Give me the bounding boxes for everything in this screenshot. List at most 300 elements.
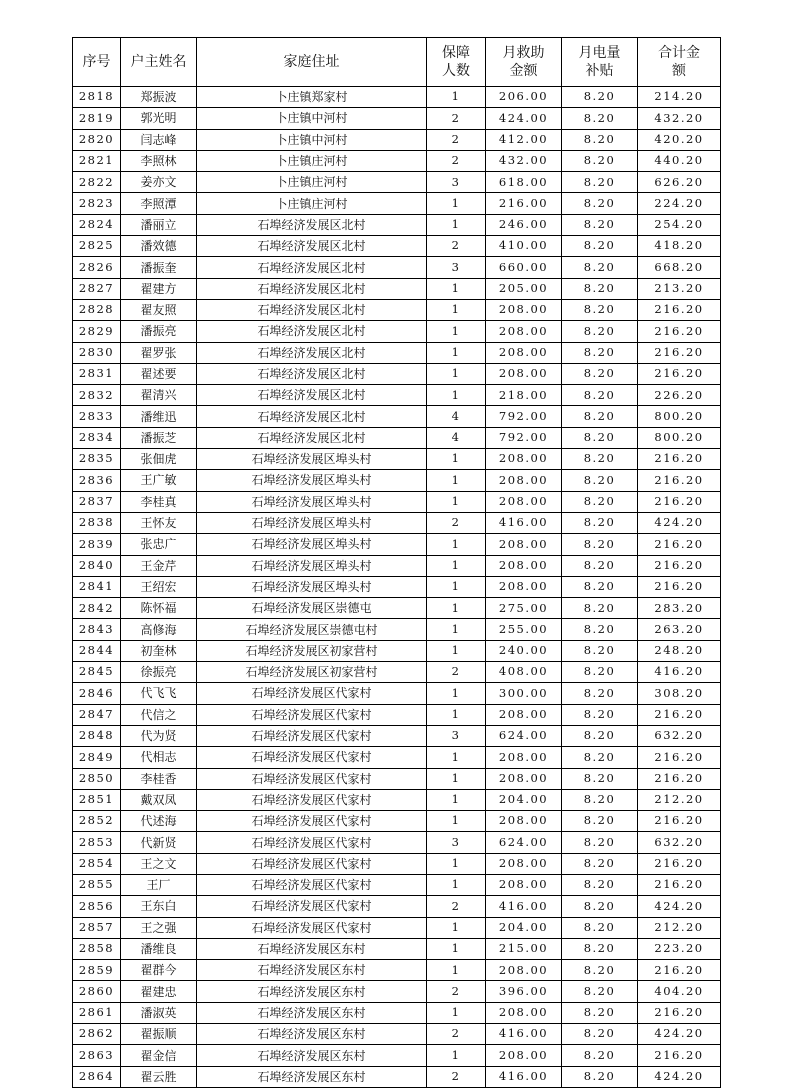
table-row xyxy=(73,236,721,257)
address-cell: 石埠经济发展区崇德屯村 xyxy=(197,619,427,640)
address-cell: 石埠经济发展区埠头村 xyxy=(197,512,427,533)
address-cell: 石埠经济发展区埠头村 xyxy=(197,491,427,512)
subsidy-cell: 8.20 xyxy=(562,385,638,406)
name-cell: 郭光明 xyxy=(121,108,197,129)
address-cell: 石埠经济发展区东村 xyxy=(197,1002,427,1023)
table-row xyxy=(73,704,721,725)
persons-cell: 1 xyxy=(427,278,486,299)
address-cell: 卜庄镇中河村 xyxy=(197,108,427,129)
total-cell: 214.20 xyxy=(638,87,721,108)
name-cell: 翟建方 xyxy=(121,278,197,299)
relief-cell: 660.00 xyxy=(486,257,562,278)
persons-cell: 3 xyxy=(427,257,486,278)
subsidy-cell: 8.20 xyxy=(562,853,638,874)
table-row xyxy=(73,342,721,363)
table-row xyxy=(73,811,721,832)
subsidy-cell: 8.20 xyxy=(562,960,638,981)
persons-cell: 1 xyxy=(427,491,486,512)
header-total-amount: 合计金额 xyxy=(638,38,721,87)
total-cell: 216.20 xyxy=(638,342,721,363)
total-cell: 424.20 xyxy=(638,512,721,533)
name-cell: 代新贤 xyxy=(121,832,197,853)
address-cell: 石埠经济发展区北村 xyxy=(197,214,427,235)
persons-cell: 3 xyxy=(427,832,486,853)
serial-cell: 2826 xyxy=(73,257,121,278)
persons-cell: 3 xyxy=(427,172,486,193)
total-cell: 420.20 xyxy=(638,129,721,150)
table-row xyxy=(73,896,721,917)
subsidy-cell: 8.20 xyxy=(562,321,638,342)
name-cell: 王东白 xyxy=(121,896,197,917)
persons-cell: 4 xyxy=(427,406,486,427)
subsidy-cell: 8.20 xyxy=(562,576,638,597)
persons-cell: 1 xyxy=(427,789,486,810)
serial-cell: 2856 xyxy=(73,896,121,917)
name-cell: 翟清兴 xyxy=(121,385,197,406)
relief-cell: 424.00 xyxy=(486,108,562,129)
address-cell: 石埠经济发展区埠头村 xyxy=(197,470,427,491)
relief-cell: 240.00 xyxy=(486,640,562,661)
persons-cell: 2 xyxy=(427,512,486,533)
subsidy-cell: 8.20 xyxy=(562,555,638,576)
total-cell: 308.20 xyxy=(638,683,721,704)
persons-cell: 2 xyxy=(427,981,486,1002)
name-cell: 潘振芝 xyxy=(121,427,197,448)
relief-cell: 208.00 xyxy=(486,853,562,874)
header-householder-name: 户主姓名 xyxy=(121,38,197,87)
address-cell: 石埠经济发展区埠头村 xyxy=(197,534,427,555)
table-row xyxy=(73,874,721,895)
persons-cell: 1 xyxy=(427,321,486,342)
address-cell: 石埠经济发展区代家村 xyxy=(197,704,427,725)
persons-cell: 1 xyxy=(427,938,486,959)
name-cell: 代为贤 xyxy=(121,725,197,746)
relief-cell: 216.00 xyxy=(486,193,562,214)
total-cell: 212.20 xyxy=(638,917,721,938)
table-row xyxy=(73,853,721,874)
total-cell: 216.20 xyxy=(638,768,721,789)
name-cell: 翟述要 xyxy=(121,363,197,384)
subsidy-cell: 8.20 xyxy=(562,257,638,278)
total-cell: 216.20 xyxy=(638,853,721,874)
subsidy-cell: 8.20 xyxy=(562,640,638,661)
table-row xyxy=(73,576,721,597)
serial-cell: 2858 xyxy=(73,938,121,959)
table-row xyxy=(73,1002,721,1023)
serial-cell: 2846 xyxy=(73,683,121,704)
total-cell: 216.20 xyxy=(638,449,721,470)
table-row xyxy=(73,129,721,150)
persons-cell: 1 xyxy=(427,704,486,725)
persons-cell: 1 xyxy=(427,534,486,555)
subsidy-cell: 8.20 xyxy=(562,832,638,853)
subsidy-cell: 8.20 xyxy=(562,342,638,363)
relief-cell: 218.00 xyxy=(486,385,562,406)
serial-cell: 2863 xyxy=(73,1045,121,1066)
relief-cell: 208.00 xyxy=(486,491,562,512)
persons-cell: 2 xyxy=(427,129,486,150)
total-cell: 440.20 xyxy=(638,150,721,171)
relief-cell: 208.00 xyxy=(486,811,562,832)
persons-cell: 1 xyxy=(427,449,486,470)
serial-cell: 2850 xyxy=(73,768,121,789)
subsidy-cell: 8.20 xyxy=(562,662,638,683)
serial-cell: 2843 xyxy=(73,619,121,640)
persons-cell: 1 xyxy=(427,214,486,235)
total-cell: 216.20 xyxy=(638,960,721,981)
address-cell: 石埠经济发展区东村 xyxy=(197,960,427,981)
subsidy-cell: 8.20 xyxy=(562,236,638,257)
persons-cell: 1 xyxy=(427,555,486,576)
table-row xyxy=(73,299,721,320)
relief-cell: 255.00 xyxy=(486,619,562,640)
total-cell: 424.20 xyxy=(638,896,721,917)
relief-cell: 416.00 xyxy=(486,1066,562,1087)
serial-cell: 2840 xyxy=(73,555,121,576)
relief-cell: 208.00 xyxy=(486,534,562,555)
relief-cell: 208.00 xyxy=(486,1045,562,1066)
persons-cell: 1 xyxy=(427,747,486,768)
relief-cell: 792.00 xyxy=(486,406,562,427)
total-cell: 800.20 xyxy=(638,406,721,427)
persons-cell: 1 xyxy=(427,619,486,640)
name-cell: 翟振顺 xyxy=(121,1024,197,1045)
relief-cell: 206.00 xyxy=(486,87,562,108)
name-cell: 王怀友 xyxy=(121,512,197,533)
table-row xyxy=(73,172,721,193)
persons-cell: 2 xyxy=(427,1066,486,1087)
serial-cell: 2851 xyxy=(73,789,121,810)
serial-cell: 2848 xyxy=(73,725,121,746)
subsidy-cell: 8.20 xyxy=(562,981,638,1002)
name-cell: 翟友照 xyxy=(121,299,197,320)
table-row xyxy=(73,491,721,512)
total-cell: 216.20 xyxy=(638,363,721,384)
name-cell: 代述海 xyxy=(121,811,197,832)
persons-cell: 1 xyxy=(427,640,486,661)
relief-cell: 300.00 xyxy=(486,683,562,704)
relief-cell: 208.00 xyxy=(486,321,562,342)
serial-cell: 2821 xyxy=(73,150,121,171)
address-cell: 卜庄镇郑家村 xyxy=(197,87,427,108)
subsidy-cell: 8.20 xyxy=(562,917,638,938)
header-serial: 序号 xyxy=(73,38,121,87)
total-cell: 424.20 xyxy=(638,1066,721,1087)
name-cell: 翟罗张 xyxy=(121,342,197,363)
name-cell: 张忠广 xyxy=(121,534,197,555)
name-cell: 翟云胜 xyxy=(121,1066,197,1087)
relief-cell: 416.00 xyxy=(486,512,562,533)
serial-cell: 2862 xyxy=(73,1024,121,1045)
serial-cell: 2820 xyxy=(73,129,121,150)
serial-cell: 2836 xyxy=(73,470,121,491)
total-cell: 404.20 xyxy=(638,981,721,1002)
persons-cell: 2 xyxy=(427,662,486,683)
serial-cell: 2860 xyxy=(73,981,121,1002)
address-cell: 石埠经济发展区代家村 xyxy=(197,874,427,895)
total-cell: 226.20 xyxy=(638,385,721,406)
table-row xyxy=(73,619,721,640)
relief-cell: 410.00 xyxy=(486,236,562,257)
persons-cell: 1 xyxy=(427,1002,486,1023)
serial-cell: 2855 xyxy=(73,874,121,895)
serial-cell: 2832 xyxy=(73,385,121,406)
persons-cell: 1 xyxy=(427,917,486,938)
serial-cell: 2835 xyxy=(73,449,121,470)
persons-cell: 1 xyxy=(427,960,486,981)
subsidy-cell: 8.20 xyxy=(562,704,638,725)
persons-cell: 1 xyxy=(427,87,486,108)
table-row xyxy=(73,470,721,491)
serial-cell: 2830 xyxy=(73,342,121,363)
address-cell: 石埠经济发展区代家村 xyxy=(197,768,427,789)
table-row xyxy=(73,768,721,789)
total-cell: 632.20 xyxy=(638,725,721,746)
table-row xyxy=(73,278,721,299)
relief-cell: 208.00 xyxy=(486,576,562,597)
table-row xyxy=(73,917,721,938)
subsidy-cell: 8.20 xyxy=(562,129,638,150)
persons-cell: 1 xyxy=(427,470,486,491)
address-cell: 石埠经济发展区东村 xyxy=(197,981,427,1002)
relief-cell: 208.00 xyxy=(486,960,562,981)
relief-table xyxy=(72,37,721,1088)
persons-cell: 2 xyxy=(427,150,486,171)
total-cell: 213.20 xyxy=(638,278,721,299)
serial-cell: 2827 xyxy=(73,278,121,299)
address-cell: 石埠经济发展区代家村 xyxy=(197,725,427,746)
address-cell: 石埠经济发展区北村 xyxy=(197,257,427,278)
serial-cell: 2823 xyxy=(73,193,121,214)
serial-cell: 2837 xyxy=(73,491,121,512)
table-row xyxy=(73,555,721,576)
address-cell: 石埠经济发展区代家村 xyxy=(197,747,427,768)
total-cell: 212.20 xyxy=(638,789,721,810)
table-row xyxy=(73,214,721,235)
table-header-row xyxy=(73,38,721,87)
total-cell: 216.20 xyxy=(638,576,721,597)
persons-cell: 1 xyxy=(427,811,486,832)
subsidy-cell: 8.20 xyxy=(562,725,638,746)
address-cell: 石埠经济发展区埠头村 xyxy=(197,555,427,576)
total-cell: 216.20 xyxy=(638,299,721,320)
table-row xyxy=(73,193,721,214)
table-row xyxy=(73,981,721,1002)
name-cell: 王之文 xyxy=(121,853,197,874)
relief-cell: 215.00 xyxy=(486,938,562,959)
serial-cell: 2864 xyxy=(73,1066,121,1087)
total-cell: 224.20 xyxy=(638,193,721,214)
name-cell: 王厂 xyxy=(121,874,197,895)
table-row xyxy=(73,832,721,853)
relief-cell: 396.00 xyxy=(486,981,562,1002)
relief-cell: 208.00 xyxy=(486,449,562,470)
persons-cell: 1 xyxy=(427,874,486,895)
persons-cell: 3 xyxy=(427,725,486,746)
total-cell: 216.20 xyxy=(638,1002,721,1023)
table-row xyxy=(73,1024,721,1045)
persons-cell: 1 xyxy=(427,683,486,704)
subsidy-cell: 8.20 xyxy=(562,1024,638,1045)
serial-cell: 2822 xyxy=(73,172,121,193)
address-cell: 石埠经济发展区代家村 xyxy=(197,853,427,874)
total-cell: 626.20 xyxy=(638,172,721,193)
subsidy-cell: 8.20 xyxy=(562,811,638,832)
persons-cell: 1 xyxy=(427,363,486,384)
serial-cell: 2825 xyxy=(73,236,121,257)
table-row xyxy=(73,150,721,171)
address-cell: 石埠经济发展区北村 xyxy=(197,363,427,384)
serial-cell: 2844 xyxy=(73,640,121,661)
persons-cell: 1 xyxy=(427,193,486,214)
name-cell: 潘维良 xyxy=(121,938,197,959)
table-row xyxy=(73,960,721,981)
serial-cell: 2854 xyxy=(73,853,121,874)
name-cell: 潘维迅 xyxy=(121,406,197,427)
name-cell: 郑振波 xyxy=(121,87,197,108)
subsidy-cell: 8.20 xyxy=(562,193,638,214)
relief-cell: 208.00 xyxy=(486,768,562,789)
relief-cell: 204.00 xyxy=(486,789,562,810)
persons-cell: 1 xyxy=(427,768,486,789)
name-cell: 李桂真 xyxy=(121,491,197,512)
relief-cell: 624.00 xyxy=(486,725,562,746)
subsidy-cell: 8.20 xyxy=(562,1002,638,1023)
address-cell: 石埠经济发展区代家村 xyxy=(197,811,427,832)
address-cell: 石埠经济发展区北村 xyxy=(197,321,427,342)
relief-cell: 275.00 xyxy=(486,598,562,619)
table-body xyxy=(73,87,721,1088)
subsidy-cell: 8.20 xyxy=(562,768,638,789)
table-row xyxy=(73,1066,721,1087)
persons-cell: 1 xyxy=(427,385,486,406)
name-cell: 张佃虎 xyxy=(121,449,197,470)
subsidy-cell: 8.20 xyxy=(562,491,638,512)
name-cell: 潘丽立 xyxy=(121,214,197,235)
persons-cell: 1 xyxy=(427,1045,486,1066)
relief-cell: 624.00 xyxy=(486,832,562,853)
name-cell: 王绍宏 xyxy=(121,576,197,597)
total-cell: 632.20 xyxy=(638,832,721,853)
relief-cell: 208.00 xyxy=(486,470,562,491)
table-row xyxy=(73,108,721,129)
total-cell: 418.20 xyxy=(638,236,721,257)
serial-cell: 2842 xyxy=(73,598,121,619)
persons-cell: 1 xyxy=(427,342,486,363)
subsidy-cell: 8.20 xyxy=(562,214,638,235)
serial-cell: 2859 xyxy=(73,960,121,981)
serial-cell: 2841 xyxy=(73,576,121,597)
address-cell: 石埠经济发展区东村 xyxy=(197,938,427,959)
address-cell: 石埠经济发展区代家村 xyxy=(197,683,427,704)
table-row xyxy=(73,257,721,278)
header-electricity-subsidy: 月电量补贴 xyxy=(562,38,638,87)
total-cell: 216.20 xyxy=(638,470,721,491)
relief-cell: 208.00 xyxy=(486,363,562,384)
total-cell: 416.20 xyxy=(638,662,721,683)
name-cell: 潘淑英 xyxy=(121,1002,197,1023)
address-cell: 石埠经济发展区初家营村 xyxy=(197,662,427,683)
name-cell: 李照林 xyxy=(121,150,197,171)
subsidy-cell: 8.20 xyxy=(562,470,638,491)
total-cell: 424.20 xyxy=(638,1024,721,1045)
subsidy-cell: 8.20 xyxy=(562,363,638,384)
serial-cell: 2824 xyxy=(73,214,121,235)
relief-cell: 208.00 xyxy=(486,874,562,895)
table-row xyxy=(73,87,721,108)
table-row xyxy=(73,534,721,555)
name-cell: 闫志峰 xyxy=(121,129,197,150)
subsidy-cell: 8.20 xyxy=(562,619,638,640)
address-cell: 石埠经济发展区东村 xyxy=(197,1066,427,1087)
name-cell: 代相志 xyxy=(121,747,197,768)
table-row xyxy=(73,747,721,768)
relief-cell: 432.00 xyxy=(486,150,562,171)
table-row xyxy=(73,449,721,470)
address-cell: 石埠经济发展区北村 xyxy=(197,427,427,448)
relief-cell: 416.00 xyxy=(486,896,562,917)
table-row xyxy=(73,1045,721,1066)
serial-cell: 2819 xyxy=(73,108,121,129)
serial-cell: 2834 xyxy=(73,427,121,448)
relief-cell: 792.00 xyxy=(486,427,562,448)
relief-cell: 208.00 xyxy=(486,747,562,768)
relief-cell: 416.00 xyxy=(486,1024,562,1045)
address-cell: 石埠经济发展区北村 xyxy=(197,278,427,299)
serial-cell: 2845 xyxy=(73,662,121,683)
name-cell: 王广敏 xyxy=(121,470,197,491)
relief-cell: 618.00 xyxy=(486,172,562,193)
address-cell: 卜庄镇庄河村 xyxy=(197,150,427,171)
table-row xyxy=(73,385,721,406)
address-cell: 石埠经济发展区埠头村 xyxy=(197,576,427,597)
subsidy-cell: 8.20 xyxy=(562,449,638,470)
relief-cell: 208.00 xyxy=(486,299,562,320)
table-row xyxy=(73,427,721,448)
address-cell: 石埠经济发展区北村 xyxy=(197,406,427,427)
name-cell: 潘振亮 xyxy=(121,321,197,342)
name-cell: 王金芹 xyxy=(121,555,197,576)
name-cell: 李照潭 xyxy=(121,193,197,214)
table-row xyxy=(73,321,721,342)
subsidy-cell: 8.20 xyxy=(562,299,638,320)
name-cell: 翟群今 xyxy=(121,960,197,981)
serial-cell: 2849 xyxy=(73,747,121,768)
address-cell: 石埠经济发展区代家村 xyxy=(197,917,427,938)
total-cell: 216.20 xyxy=(638,747,721,768)
total-cell: 263.20 xyxy=(638,619,721,640)
address-cell: 石埠经济发展区东村 xyxy=(197,1024,427,1045)
address-cell: 卜庄镇庄河村 xyxy=(197,172,427,193)
serial-cell: 2847 xyxy=(73,704,121,725)
header-address: 家庭住址 xyxy=(197,38,427,87)
total-cell: 216.20 xyxy=(638,811,721,832)
table-row xyxy=(73,640,721,661)
relief-cell: 204.00 xyxy=(486,917,562,938)
name-cell: 代信之 xyxy=(121,704,197,725)
serial-cell: 2857 xyxy=(73,917,121,938)
persons-cell: 4 xyxy=(427,427,486,448)
subsidy-cell: 8.20 xyxy=(562,427,638,448)
total-cell: 216.20 xyxy=(638,704,721,725)
serial-cell: 2838 xyxy=(73,512,121,533)
table-row xyxy=(73,789,721,810)
address-cell: 石埠经济发展区初家营村 xyxy=(197,640,427,661)
subsidy-cell: 8.20 xyxy=(562,512,638,533)
address-cell: 石埠经济发展区代家村 xyxy=(197,896,427,917)
subsidy-cell: 8.20 xyxy=(562,938,638,959)
serial-cell: 2861 xyxy=(73,1002,121,1023)
